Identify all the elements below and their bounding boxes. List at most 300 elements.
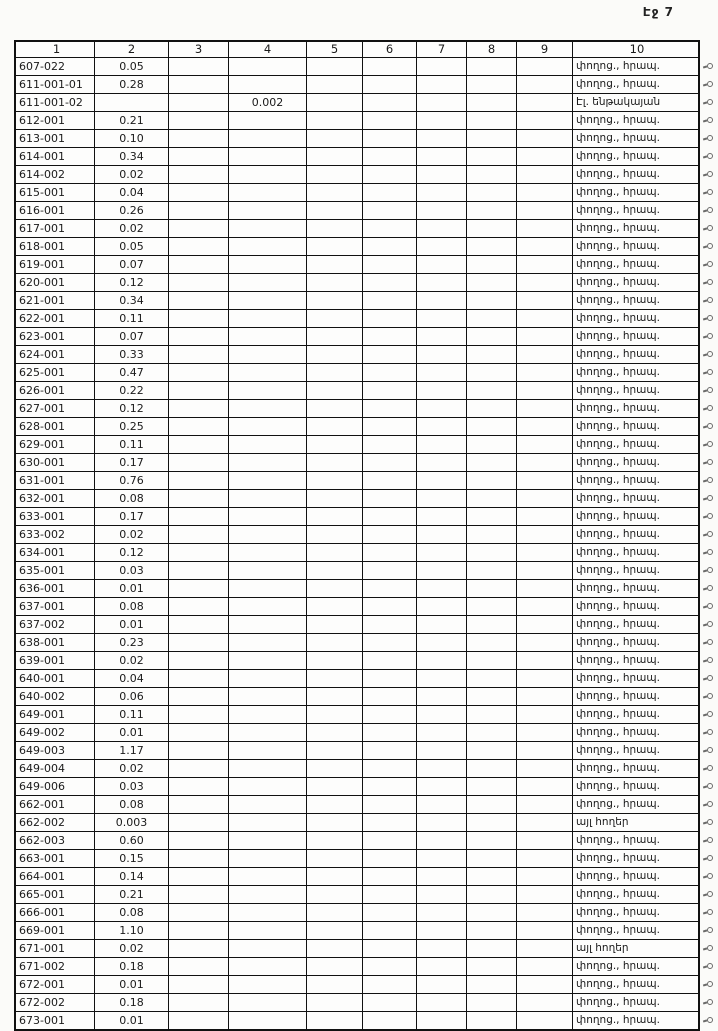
cell-col5	[306, 525, 362, 543]
cell-col4	[228, 363, 306, 381]
cell-col7	[416, 921, 466, 939]
cell-col8	[466, 345, 516, 363]
cell-col6	[362, 165, 416, 183]
cell-col3	[168, 885, 228, 903]
cell-col4	[228, 237, 306, 255]
cell-col10: փողոց., հրապ.	[572, 957, 698, 975]
cell-col7	[416, 57, 466, 75]
cell-col6	[362, 237, 416, 255]
margin-mark	[703, 188, 714, 196]
cell-col9	[516, 309, 572, 327]
cell-col9	[516, 201, 572, 219]
cell-col6	[362, 885, 416, 903]
margin-mark	[703, 458, 714, 466]
cell-col9	[516, 453, 572, 471]
cell-col7	[416, 345, 466, 363]
cell-col2: 0.01	[94, 723, 168, 741]
cell-col5	[306, 777, 362, 795]
table-row	[16, 435, 698, 453]
cell-col8	[466, 687, 516, 705]
cell-col10: փողոց., հրապ.	[572, 831, 698, 849]
cell-col3	[168, 561, 228, 579]
cell-col4	[228, 669, 306, 687]
cell-col6	[362, 111, 416, 129]
cell-col8	[466, 327, 516, 345]
margin-mark	[703, 566, 714, 574]
cell-col1: 624-001	[16, 345, 94, 363]
cell-col6	[362, 93, 416, 111]
cell-col4	[228, 885, 306, 903]
cell-col8	[466, 741, 516, 759]
cell-col9	[516, 525, 572, 543]
cell-col9	[516, 273, 572, 291]
table-row	[16, 651, 698, 669]
cell-col10: փողոց., հրապ.	[572, 291, 698, 309]
cell-col7	[416, 813, 466, 831]
cell-col8	[466, 777, 516, 795]
cell-col5	[306, 885, 362, 903]
cell-col8	[466, 399, 516, 417]
cell-col3	[168, 831, 228, 849]
table-row	[16, 849, 698, 867]
cell-col4	[228, 561, 306, 579]
cell-col6	[362, 255, 416, 273]
cell-col1: 614-002	[16, 165, 94, 183]
cell-col5	[306, 507, 362, 525]
cell-col3	[168, 363, 228, 381]
cell-col9	[516, 597, 572, 615]
cell-col9	[516, 939, 572, 957]
cell-col4	[228, 975, 306, 993]
margin-mark	[703, 440, 714, 448]
cell-col9	[516, 615, 572, 633]
table-row	[16, 183, 698, 201]
cell-col10: փողոց., հրապ.	[572, 849, 698, 867]
cell-col10: փողոց., հրապ.	[572, 111, 698, 129]
cell-col9	[516, 57, 572, 75]
cell-col7	[416, 291, 466, 309]
margin-mark	[703, 926, 714, 934]
cell-col5	[306, 849, 362, 867]
cell-col6	[362, 1011, 416, 1029]
cell-col6	[362, 849, 416, 867]
cell-col10: փողոց., հրապ.	[572, 183, 698, 201]
cell-col2: 0.10	[94, 129, 168, 147]
cell-col8	[466, 57, 516, 75]
cell-col8	[466, 831, 516, 849]
cell-col10: փողոց., հրապ.	[572, 669, 698, 687]
cell-col10: փողոց., հրապ.	[572, 453, 698, 471]
cell-col4	[228, 795, 306, 813]
cell-col8	[466, 93, 516, 111]
cell-col6	[362, 435, 416, 453]
cell-col10: փողոց., հրապ.	[572, 165, 698, 183]
margin-mark	[703, 476, 714, 484]
table-row	[16, 975, 698, 993]
cell-col8	[466, 309, 516, 327]
cell-col2: 0.25	[94, 417, 168, 435]
table-row	[16, 795, 698, 813]
cell-col2: 1.17	[94, 741, 168, 759]
cell-col7	[416, 723, 466, 741]
cell-col1: 637-001	[16, 597, 94, 615]
cell-col2: 0.07	[94, 327, 168, 345]
cell-col6	[362, 561, 416, 579]
column-header-6: 6	[362, 42, 416, 57]
margin-mark	[703, 728, 714, 736]
cell-col8	[466, 165, 516, 183]
cell-col8	[466, 219, 516, 237]
margin-mark	[703, 854, 714, 862]
cell-col7	[416, 417, 466, 435]
cell-col4	[228, 255, 306, 273]
cell-col2: 0.21	[94, 111, 168, 129]
cell-col9	[516, 129, 572, 147]
cell-col2	[94, 93, 168, 111]
cell-col2: 0.18	[94, 957, 168, 975]
cell-col10: փողոց., հրապ.	[572, 903, 698, 921]
cell-col3	[168, 255, 228, 273]
cell-col8	[466, 993, 516, 1011]
cell-col4	[228, 291, 306, 309]
cell-col2: 0.12	[94, 273, 168, 291]
cell-col6	[362, 867, 416, 885]
cell-col1: 662-003	[16, 831, 94, 849]
cell-col5	[306, 147, 362, 165]
cell-col2: 0.11	[94, 705, 168, 723]
cell-col7	[416, 453, 466, 471]
cell-col9	[516, 237, 572, 255]
cell-col1: 635-001	[16, 561, 94, 579]
cell-col2: 0.22	[94, 381, 168, 399]
margin-mark	[703, 836, 714, 844]
column-header-1: 1	[52, 42, 61, 56]
cell-col6	[362, 543, 416, 561]
table-row	[16, 111, 698, 129]
cell-col6	[362, 489, 416, 507]
table-row	[16, 669, 698, 687]
margin-mark	[703, 674, 714, 682]
table-row	[16, 129, 698, 147]
cell-col7	[416, 795, 466, 813]
cell-col7	[416, 849, 466, 867]
cell-col5	[306, 309, 362, 327]
cell-col7	[416, 183, 466, 201]
cell-col6	[362, 651, 416, 669]
cell-col8	[466, 525, 516, 543]
cell-col9	[516, 723, 572, 741]
cell-col4	[228, 453, 306, 471]
cell-col3	[168, 957, 228, 975]
cell-col7	[416, 669, 466, 687]
cell-col5	[306, 399, 362, 417]
cell-col7	[416, 705, 466, 723]
cell-col9	[516, 399, 572, 417]
cell-col3	[168, 75, 228, 93]
cell-col9	[516, 993, 572, 1011]
cell-col8	[466, 885, 516, 903]
cell-col3	[168, 399, 228, 417]
cell-col3	[168, 453, 228, 471]
cell-col2: 0.12	[94, 543, 168, 561]
cell-col4	[228, 993, 306, 1011]
cell-col6	[362, 129, 416, 147]
cell-col10: փողոց., հրապ.	[572, 201, 698, 219]
cell-col3	[168, 579, 228, 597]
margin-mark	[703, 62, 714, 70]
cell-col1: 611-001-01	[16, 75, 94, 93]
cell-col1: 623-001	[16, 327, 94, 345]
cell-col8	[466, 597, 516, 615]
cell-col1: 621-001	[16, 291, 94, 309]
cell-col9	[516, 183, 572, 201]
cell-col10: Էլ. ենթակայան	[572, 93, 698, 111]
margin-mark	[703, 116, 714, 124]
margin-mark	[703, 746, 714, 754]
cell-col5	[306, 687, 362, 705]
cell-col10: փողոց., հրապ.	[572, 921, 698, 939]
table-row	[16, 579, 698, 597]
cell-col10: փողոց., հրապ.	[572, 399, 698, 417]
cell-col4	[228, 273, 306, 291]
cell-col9	[516, 75, 572, 93]
table-row	[16, 705, 698, 723]
cell-col8	[466, 939, 516, 957]
cell-col4	[228, 381, 306, 399]
cell-col8	[466, 561, 516, 579]
margin-mark	[703, 404, 714, 412]
cell-col6	[362, 723, 416, 741]
cell-col6	[362, 795, 416, 813]
cell-col10: փողոց., հրապ.	[572, 651, 698, 669]
cell-col6	[362, 381, 416, 399]
cell-col8	[466, 633, 516, 651]
cell-col3	[168, 471, 228, 489]
table-row	[16, 273, 698, 291]
cell-col4	[228, 597, 306, 615]
cell-col1: 627-001	[16, 399, 94, 417]
cell-col1: 640-002	[16, 687, 94, 705]
cell-col3	[168, 525, 228, 543]
cell-col1: 625-001	[16, 363, 94, 381]
cell-col5	[306, 201, 362, 219]
cell-col9	[516, 543, 572, 561]
cell-col3	[168, 741, 228, 759]
cell-col4	[228, 471, 306, 489]
margin-mark	[703, 692, 714, 700]
cell-col10: փողոց., հրապ.	[572, 759, 698, 777]
cell-col9	[516, 417, 572, 435]
table-row	[16, 885, 698, 903]
cell-col8	[466, 111, 516, 129]
cell-col4	[228, 741, 306, 759]
margin-mark	[703, 494, 714, 502]
cell-col5	[306, 651, 362, 669]
cell-col2: 0.34	[94, 147, 168, 165]
cell-col7	[416, 327, 466, 345]
cell-col9	[516, 867, 572, 885]
cell-col5	[306, 759, 362, 777]
cell-col10: փողոց., հրապ.	[572, 993, 698, 1011]
cell-col2: 0.04	[94, 183, 168, 201]
cell-col8	[466, 651, 516, 669]
cell-col5	[306, 93, 362, 111]
cell-col3	[168, 507, 228, 525]
cell-col5	[306, 543, 362, 561]
cell-col8	[466, 921, 516, 939]
table-row	[16, 633, 698, 651]
cell-col5	[306, 489, 362, 507]
cell-col9	[516, 687, 572, 705]
cell-col9	[516, 1011, 572, 1029]
cell-col4	[228, 939, 306, 957]
cell-col10: փողոց., հրապ.	[572, 147, 698, 165]
column-header-10: 10	[572, 42, 698, 57]
cell-col4	[228, 759, 306, 777]
margin-mark	[703, 512, 714, 520]
cell-col3	[168, 309, 228, 327]
cell-col1: 649-006	[16, 777, 94, 795]
cell-col6	[362, 453, 416, 471]
cell-col9	[516, 507, 572, 525]
cell-col2: 0.18	[94, 993, 168, 1011]
table-row	[16, 93, 698, 111]
cell-col7	[416, 165, 466, 183]
cell-col4	[228, 543, 306, 561]
cell-col9	[516, 345, 572, 363]
cell-col10: փողոց., հրապ.	[572, 237, 698, 255]
cell-col7	[416, 381, 466, 399]
cell-col2: 0.02	[94, 219, 168, 237]
cell-col7	[416, 903, 466, 921]
cell-col4	[228, 687, 306, 705]
cell-col1: 666-001	[16, 903, 94, 921]
cell-col2: 0.17	[94, 507, 168, 525]
cell-col7	[416, 111, 466, 129]
cell-col3	[168, 849, 228, 867]
cell-col3	[168, 795, 228, 813]
margin-mark	[703, 818, 714, 826]
cell-col5	[306, 165, 362, 183]
table-row	[16, 921, 698, 939]
cell-col8	[466, 615, 516, 633]
cell-col8	[466, 849, 516, 867]
cell-col6	[362, 471, 416, 489]
cell-col10: փողոց., հրապ.	[572, 525, 698, 543]
cell-col8	[466, 813, 516, 831]
cell-col10: փողոց., հրապ.	[572, 615, 698, 633]
cell-col5	[306, 345, 362, 363]
cell-col9	[516, 93, 572, 111]
cell-col5	[306, 327, 362, 345]
margin-mark	[703, 710, 714, 718]
cell-col4	[228, 579, 306, 597]
cell-col2: 0.08	[94, 903, 168, 921]
cell-col6	[362, 273, 416, 291]
cell-col7	[416, 129, 466, 147]
cell-col3	[168, 129, 228, 147]
cell-col6	[362, 669, 416, 687]
table-row	[16, 597, 698, 615]
margin-mark	[703, 422, 714, 430]
cell-col8	[466, 291, 516, 309]
cell-col9	[516, 633, 572, 651]
cell-col2: 0.17	[94, 453, 168, 471]
cell-col1: 673-001	[16, 1011, 94, 1029]
cell-col10: փողոց., հրապ.	[572, 327, 698, 345]
cell-col1: 614-001	[16, 147, 94, 165]
cell-col10: փողոց., հրապ.	[572, 309, 698, 327]
cell-col6	[362, 399, 416, 417]
cell-col10: այլ հողեր	[572, 939, 698, 957]
cell-col7	[416, 633, 466, 651]
table-row	[16, 561, 698, 579]
cell-col3	[168, 651, 228, 669]
margin-mark	[703, 332, 714, 340]
cell-col1: 629-001	[16, 435, 94, 453]
cell-col9	[516, 903, 572, 921]
margin-mark	[703, 314, 714, 322]
cell-col5	[306, 795, 362, 813]
margin-mark	[703, 584, 714, 592]
cell-col7	[416, 525, 466, 543]
cell-col1: 634-001	[16, 543, 94, 561]
cell-col3	[168, 633, 228, 651]
cell-col1: 639-001	[16, 651, 94, 669]
cell-col4	[228, 417, 306, 435]
cell-col4	[228, 489, 306, 507]
cell-col2: 0.03	[94, 777, 168, 795]
cell-col7	[416, 1011, 466, 1029]
cell-col3	[168, 147, 228, 165]
cell-col2: 0.28	[94, 75, 168, 93]
cell-col8	[466, 381, 516, 399]
table-row	[16, 255, 698, 273]
cell-col1: 620-001	[16, 273, 94, 291]
cell-col9	[516, 381, 572, 399]
cell-col9	[516, 471, 572, 489]
cell-col4	[228, 309, 306, 327]
cell-col7	[416, 939, 466, 957]
table-row	[16, 723, 698, 741]
cell-col4	[228, 435, 306, 453]
cell-col5	[306, 993, 362, 1011]
cell-col9	[516, 885, 572, 903]
cell-col6	[362, 903, 416, 921]
cell-col1: 672-002	[16, 993, 94, 1011]
cell-col5	[306, 75, 362, 93]
cell-col2: 0.26	[94, 201, 168, 219]
cell-col10: փողոց., հրապ.	[572, 633, 698, 651]
cell-col2: 0.08	[94, 489, 168, 507]
cell-col8	[466, 453, 516, 471]
cell-col9	[516, 489, 572, 507]
cell-col1: 607-022	[16, 57, 94, 75]
cell-col5	[306, 363, 362, 381]
margin-mark	[703, 242, 714, 250]
margin-mark	[703, 206, 714, 214]
cell-col3	[168, 993, 228, 1011]
table-row	[16, 867, 698, 885]
cell-col9	[516, 435, 572, 453]
cell-col10: փողոց., հրապ.	[572, 975, 698, 993]
cell-col6	[362, 57, 416, 75]
cell-col4	[228, 813, 306, 831]
cell-col5	[306, 57, 362, 75]
cell-col1: 649-002	[16, 723, 94, 741]
table-row	[16, 381, 698, 399]
cell-col3	[168, 813, 228, 831]
